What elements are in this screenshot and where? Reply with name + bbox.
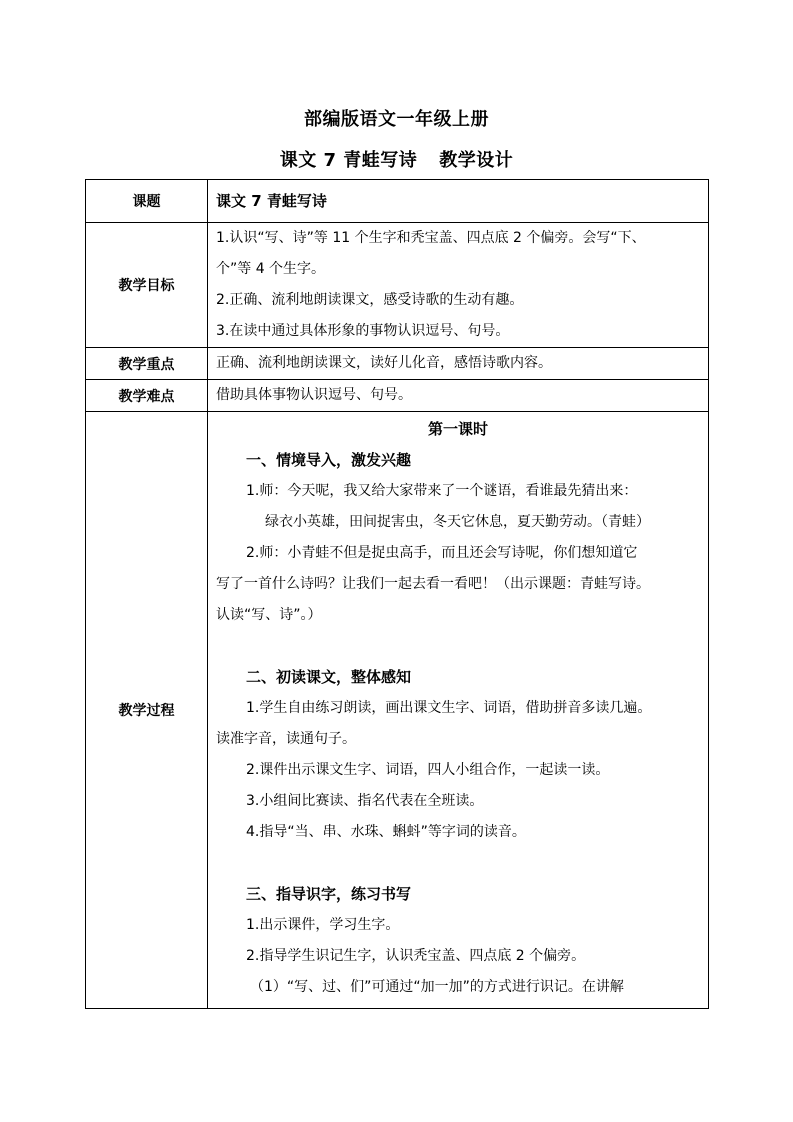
process-label: 教学过程 [86, 412, 208, 1009]
process-line: 1.师：今天呢，我又给大家带来了一个谜语，看谁最先猜出来： [246, 483, 638, 499]
goals-row [86, 223, 709, 348]
subtitle-design: 教学设计 [439, 150, 514, 171]
subtitle-lesson: 课文 7 青蛙写诗 [279, 150, 418, 171]
document-title: 部编版语文一年级上册 [304, 109, 489, 130]
goals-label: 教学目标 [86, 223, 208, 348]
goals-cell [208, 223, 709, 348]
goal-line-3: 2.正确、流利地朗读课文，感受诗歌的生动有趣。 [216, 292, 524, 308]
topic-value: 课文 7 青蛙写诗 [216, 192, 327, 210]
process-line: 4.指导“当、串、水珠、蝌蚪”等字词的读音。 [246, 824, 526, 840]
topic-row [86, 180, 709, 223]
process-line: 认读“写、诗”。） [216, 607, 322, 623]
difficulties-value: 借助具体事物认识逗号、句号。 [216, 387, 412, 403]
process-line: （1）“写、过、们”可通过“加一加”的方式进行识记。在讲解 [250, 979, 624, 995]
section-1-title: 一、情境导入，激发兴趣 [246, 451, 412, 469]
process-line: 写了一首什么诗吗？让我们一起去看一看吧！（出示课题：青蛙写诗。 [216, 576, 650, 592]
section-2-title: 二、初读课文，整体感知 [246, 668, 412, 686]
goal-line-4: 3.在读中通过具体形象的事物认识逗号、句号。 [216, 323, 510, 339]
key-points-row [86, 348, 709, 380]
topic-cell [208, 180, 709, 223]
process-cell [208, 412, 709, 1009]
process-line: 2.课件出示课文生字、词语，四人小组合作，一起读一读。 [246, 762, 610, 778]
key-points-cell [208, 348, 709, 380]
process-line: 2.师：小青蛙不但是捉虫高手，而且还会写诗呢，你们想知道它 [246, 545, 638, 561]
key-points-label: 教学重点 [86, 348, 208, 380]
process-line: 3.小组间比赛读、指名代表在全班读。 [246, 793, 484, 809]
process-line: 1.学生自由练习朗读，画出课文生字、词语，借助拼音多读几遍。 [246, 700, 652, 716]
topic-label: 课题 [86, 180, 208, 223]
document-subtitle [0, 146, 793, 172]
process-line: 1.出示课件，学习生字。 [246, 917, 400, 933]
goal-line-2: 个”等 4 个生字。 [216, 261, 326, 277]
lesson-plan-table [85, 179, 709, 1009]
process-line: 绿衣小英雄，田间捉害虫，冬天它休息，夏天勤劳动。（青蛙） [265, 514, 650, 530]
process-row [86, 412, 709, 1009]
key-points-value: 正确、流利地朗读课文，读好儿化音，感悟诗歌内容。 [216, 355, 552, 371]
goal-line-1: 1.认识“写、诗”等 11 个生字和秃宝盖、四点底 2 个偏旁。会写“下、 [216, 230, 646, 246]
difficulties-label: 教学难点 [86, 380, 208, 412]
session-title: 第一课时 [427, 420, 488, 438]
process-line: 2.指导学生识记生字，认识秃宝盖、四点底 2 个偏旁。 [246, 948, 586, 964]
section-3-title: 三、指导识字，练习书写 [246, 885, 412, 903]
process-line: 读准字音，读通句子。 [216, 731, 356, 747]
difficulties-row [86, 380, 709, 412]
difficulties-cell [208, 380, 709, 412]
